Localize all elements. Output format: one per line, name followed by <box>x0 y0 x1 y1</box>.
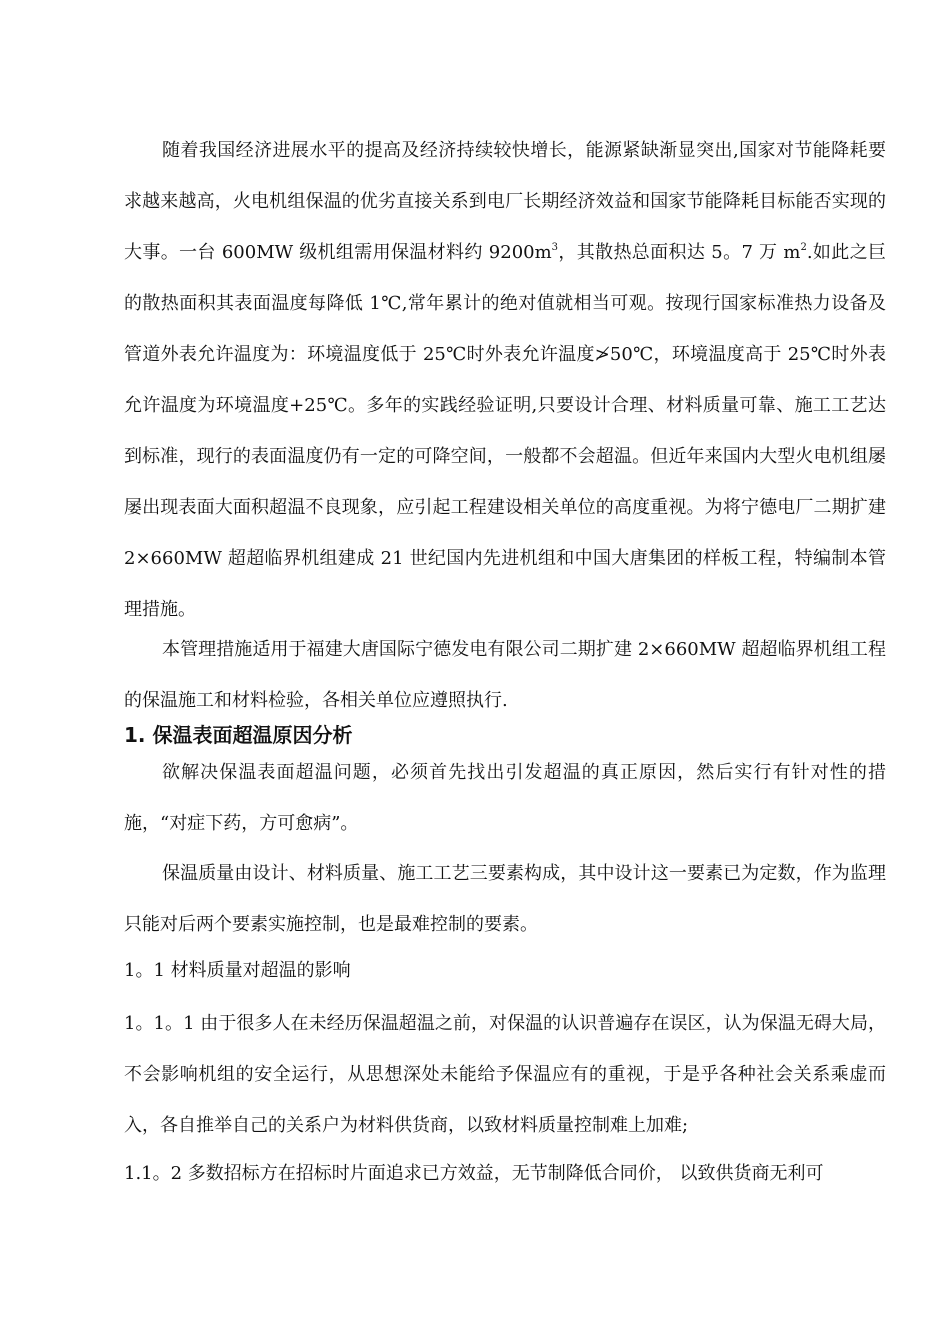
subsection-heading: 1。1 材料质量对超温的影响 <box>124 960 351 981</box>
superscript-cubic: 3 <box>551 242 559 253</box>
list-item-1-1-2: 1.1。2 多数招标方在招标时片面追求已方效益，无节制降低合同价， 以致供货商无利可 <box>124 1163 824 1184</box>
intro-text-part-2: ，其散热总面积达 5。7 万 m <box>558 242 801 263</box>
section-paragraph-2: 保温质量由设计、材料质量、施工工艺三要素构成，其中设计这一要素已为定数，作为监理只能对后两个要素实施控制，也是最难控制的要素。 <box>124 863 886 935</box>
intro-text-part-3: .如此之巨的散热面积其表面温度每降低 1℃,常年累计的绝对值就相当可观。按现行国家标准热力设备及管道外表允许温度为：环境温度低于 25℃时外表允许温度≯50℃，环境温度高于 25℃时外表允许温度为环境温度+25℃。多年的实践经验证明,只要设计合理、材料质量可靠、施工工艺达到标准，现行的表面温度仍有一定的可降空间，一般都不会超温。但近年来国内大型火电机组屡屡出现表面大面积超温不良现象，应引起工程建设相关单位的高度重视。为将宁德电厂二期扩建 2×660MW 超超临界机组建成 21 世纪国内先进机组和中国大唐集团的样板工程，特编制本管理措施。 <box>124 242 886 620</box>
section-paragraph-1: 欲解决保温表面超温问题，必须首先找出引发超温的真正原因，然后实行有针对性的措施，“对症下药，方可愈病”。 <box>124 762 886 834</box>
list-item-1-1-1: 1。1。1 由于很多人在未经历保温超温之前，对保温的认识普遍存在误区，认为保温无碍大局，不会影响机组的安全运行，从思想深处未能给予保温应有的重视，于是乎各种社会关系乘虚而入，各自推举自己的关系户为材料供货商，以致材料质量控制难上加难; <box>124 1013 886 1136</box>
intro-text-part-1: 随着我国经济进展水平的提高及经济持续较快增长，能源紧缺渐显突出,国家对节能降耗要求越来越高，火电机组保温的优劣直接关系到电厂长期经济效益和国家节能降耗目标能否实现的大事。一台 600MW 级机组需用保温材料约 9200m <box>124 140 886 263</box>
intro-paragraph-1 <box>124 125 886 635</box>
section-heading: 1. 保温表面超温原因分析 <box>124 723 353 747</box>
superscript-square: 2 <box>800 242 807 253</box>
intro-paragraph-2: 本管理措施适用于福建大唐国际宁德发电有限公司二期扩建 2×660MW 超超临界机组工程的保温施工和材料检验，各相关单位应遵照执行. <box>124 639 886 711</box>
